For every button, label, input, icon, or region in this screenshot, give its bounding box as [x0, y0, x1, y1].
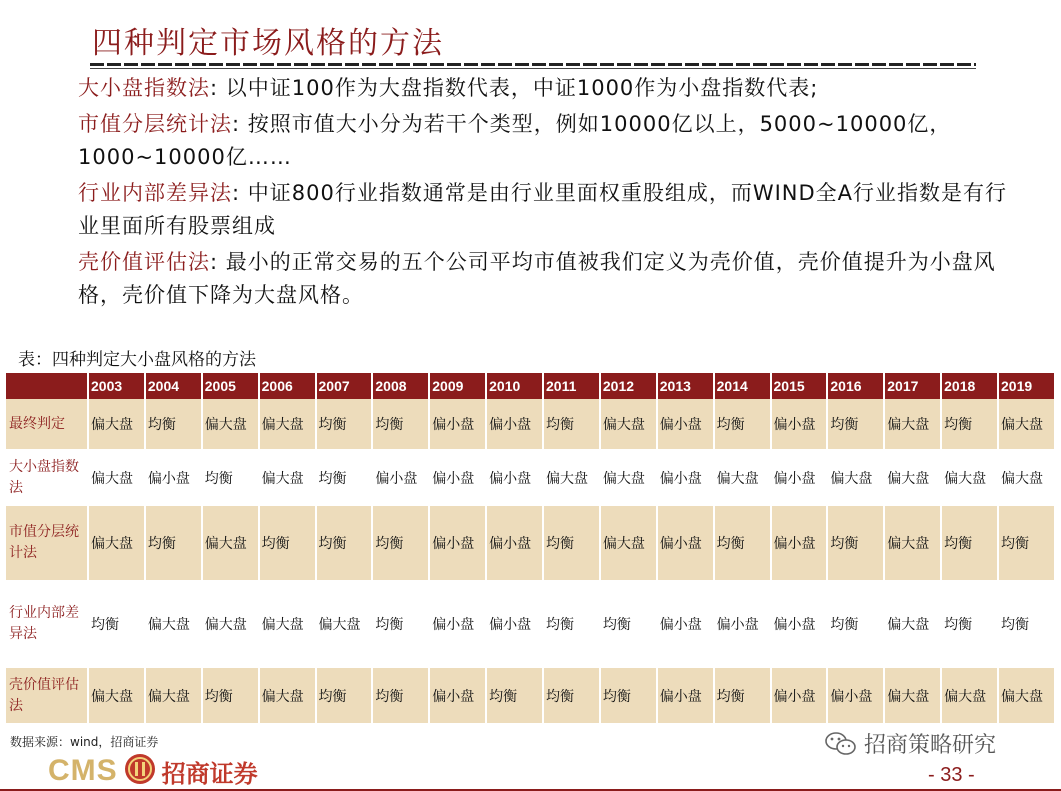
- table-cell: 均衡: [316, 506, 373, 580]
- table-cell: 均衡: [543, 668, 600, 723]
- table-cell: 偏大盘: [145, 668, 202, 723]
- wechat-account: [824, 728, 996, 759]
- table-row: [6, 580, 1055, 668]
- table-row: [6, 668, 1055, 723]
- table-cell: 偏大盘: [884, 399, 941, 449]
- year-header: 2006: [259, 373, 316, 399]
- table-cell: 偏小盘: [657, 506, 714, 580]
- row-label: 最终判定: [6, 399, 88, 449]
- cms-seal-icon: [124, 753, 156, 789]
- table-cell: 均衡: [543, 506, 600, 580]
- year-header: 2012: [600, 373, 657, 399]
- method-industry: [78, 177, 1028, 243]
- table-cell: 偏大盘: [88, 506, 145, 580]
- source-note: 数据来源：wind，招商证券: [10, 735, 159, 749]
- table-cell: 均衡: [941, 399, 998, 449]
- style-table: [6, 373, 1056, 723]
- wechat-name: 招商策略研究: [864, 733, 997, 758]
- method-label: 行业内部差异法: [78, 181, 232, 205]
- table-cell: 偏小盘: [771, 399, 828, 449]
- table-cell: 偏小盘: [657, 580, 714, 668]
- table-cell: 均衡: [998, 580, 1055, 668]
- table-cell: 偏大盘: [259, 580, 316, 668]
- method-label: 大小盘指数法: [78, 76, 210, 100]
- table-cell: 偏大盘: [88, 399, 145, 449]
- title-underline-thin: [90, 68, 976, 69]
- table-cell: 均衡: [145, 399, 202, 449]
- table-cell: 均衡: [941, 506, 998, 580]
- table-cell: 偏小盘: [486, 580, 543, 668]
- table-cell: 偏大盘: [884, 580, 941, 668]
- table-cell: 偏小盘: [429, 668, 486, 723]
- table-cell: 均衡: [714, 399, 771, 449]
- method-index: [78, 72, 1028, 105]
- table-cell: 均衡: [372, 506, 429, 580]
- table-cell: 偏大盘: [202, 506, 259, 580]
- wechat-icon: [824, 731, 858, 757]
- table-cell: 偏大盘: [202, 580, 259, 668]
- table-cell: 偏小盘: [657, 449, 714, 506]
- table-cell: 偏小盘: [429, 399, 486, 449]
- table-cell: 偏大盘: [941, 449, 998, 506]
- table-cell: 偏小盘: [429, 449, 486, 506]
- table-cell: 均衡: [827, 580, 884, 668]
- page-number: - 33 -: [928, 764, 975, 786]
- table-cell: 均衡: [259, 506, 316, 580]
- year-header: 2009: [429, 373, 486, 399]
- logo-latin: CMS: [48, 754, 118, 787]
- table-cell: 偏大盘: [884, 668, 941, 723]
- row-label: 壳价值评估法: [6, 668, 88, 723]
- table-cell: 偏大盘: [202, 399, 259, 449]
- table-cell: 均衡: [486, 668, 543, 723]
- table-cell: 偏小盘: [771, 580, 828, 668]
- table-cell: 偏大盘: [600, 449, 657, 506]
- year-header: 2005: [202, 373, 259, 399]
- table-cell: 偏大盘: [884, 449, 941, 506]
- table-cell: 均衡: [941, 580, 998, 668]
- page-title: 四种判定市场风格的方法: [92, 26, 444, 61]
- logo-chinese: 招商证券: [161, 758, 258, 788]
- year-header: 2007: [316, 373, 373, 399]
- year-header: 2004: [145, 373, 202, 399]
- year-header: 2010: [486, 373, 543, 399]
- table-cell: 偏大盘: [259, 449, 316, 506]
- table-cell: 均衡: [316, 668, 373, 723]
- table-cell: 偏小盘: [372, 449, 429, 506]
- table-cell: 偏大盘: [998, 449, 1055, 506]
- table-cell: 偏小盘: [771, 668, 828, 723]
- table-cell: 均衡: [372, 668, 429, 723]
- table-cell: 均衡: [316, 399, 373, 449]
- table-cell: 偏小盘: [714, 580, 771, 668]
- table-cell: 偏小盘: [486, 506, 543, 580]
- table-cell: 偏小盘: [657, 399, 714, 449]
- method-sep: :: [232, 181, 241, 205]
- table-row: [6, 506, 1055, 580]
- method-sep: :: [210, 76, 219, 100]
- table-cell: 偏大盘: [259, 668, 316, 723]
- year-header: 2013: [657, 373, 714, 399]
- table-cell: 偏大盘: [88, 668, 145, 723]
- table-cell: 偏大盘: [884, 506, 941, 580]
- table-cell: 偏小盘: [771, 449, 828, 506]
- cms-logo: [48, 753, 258, 789]
- method-market-cap: [78, 108, 1028, 174]
- table-cell: 偏大盘: [543, 449, 600, 506]
- year-header: 2016: [827, 373, 884, 399]
- table-cell: 均衡: [714, 506, 771, 580]
- table-cell: 均衡: [600, 580, 657, 668]
- table-cell: 偏小盘: [657, 668, 714, 723]
- table-cell: 偏大盘: [600, 399, 657, 449]
- method-label: 市值分层统计法: [78, 112, 232, 136]
- table-cell: 均衡: [145, 506, 202, 580]
- table-cell: 偏大盘: [941, 668, 998, 723]
- table-cell: 偏小盘: [771, 506, 828, 580]
- row-label: 大小盘指数法: [6, 449, 88, 506]
- table-cell: 均衡: [543, 399, 600, 449]
- table-cell: 偏大盘: [998, 668, 1055, 723]
- table-cell: 均衡: [600, 668, 657, 723]
- table-cell: 偏小盘: [486, 449, 543, 506]
- header-blank: [6, 373, 88, 399]
- method-text: 最小的正常交易的五个公司平均市值被我们定义为壳价值，壳价值提升为小盘风格，壳价值下降为大盘风格。: [78, 250, 996, 307]
- table-cell: 偏大盘: [316, 580, 373, 668]
- year-header: 2003: [88, 373, 145, 399]
- table-cell: 偏小盘: [145, 449, 202, 506]
- table-cell: 偏大盘: [600, 506, 657, 580]
- table-cell: 偏大盘: [827, 449, 884, 506]
- table-row: [6, 399, 1055, 449]
- methods-list: [78, 72, 1028, 315]
- table-cell: 偏小盘: [429, 506, 486, 580]
- year-header: 2017: [884, 373, 941, 399]
- table-row: [6, 449, 1055, 506]
- method-sep: :: [232, 112, 241, 136]
- method-label: 壳价值评估法: [78, 250, 210, 274]
- table-cell: 偏大盘: [145, 580, 202, 668]
- table-caption: 表：四种判定大小盘风格的方法: [18, 350, 256, 370]
- table-cell: 均衡: [543, 580, 600, 668]
- table-cell: 偏大盘: [259, 399, 316, 449]
- method-text: 按照市值大小分为若干个类型，例如10000亿以上，5000~10000亿，1000~10000亿……: [78, 112, 952, 169]
- table-cell: 偏小盘: [486, 399, 543, 449]
- table-cell: 均衡: [372, 399, 429, 449]
- table-cell: 偏小盘: [429, 580, 486, 668]
- title-underline: [90, 63, 976, 66]
- year-header: 2014: [714, 373, 771, 399]
- year-header: 2019: [998, 373, 1055, 399]
- row-label: 市值分层统计法: [6, 506, 88, 580]
- year-header: 2011: [543, 373, 600, 399]
- table-cell: 偏小盘: [827, 668, 884, 723]
- table-cell: 均衡: [372, 580, 429, 668]
- year-header: 2018: [941, 373, 998, 399]
- table-cell: 均衡: [827, 399, 884, 449]
- table-cell: 均衡: [202, 449, 259, 506]
- table-cell: 偏大盘: [714, 449, 771, 506]
- row-label: 行业内部差异法: [6, 580, 88, 668]
- table-cell: 均衡: [88, 580, 145, 668]
- table-cell: 偏大盘: [88, 449, 145, 506]
- year-header: 2015: [771, 373, 828, 399]
- year-header: 2008: [372, 373, 429, 399]
- table-cell: 均衡: [998, 506, 1055, 580]
- method-text: 以中证100作为大盘指数代表，中证1000作为小盘指数代表;: [225, 76, 819, 100]
- table-cell: 偏大盘: [998, 399, 1055, 449]
- table-cell: 均衡: [827, 506, 884, 580]
- table-header-row: [6, 373, 1055, 399]
- method-sep: :: [210, 250, 219, 274]
- method-text: 中证800行业指数通常是由行业里面权重股组成，而WIND全A行业指数是有行业里面所有股票组成: [78, 181, 1008, 238]
- table-cell: 均衡: [316, 449, 373, 506]
- table-body: [6, 399, 1055, 723]
- table-cell: 均衡: [202, 668, 259, 723]
- table-cell: 均衡: [714, 668, 771, 723]
- method-shell-value: [78, 246, 1028, 312]
